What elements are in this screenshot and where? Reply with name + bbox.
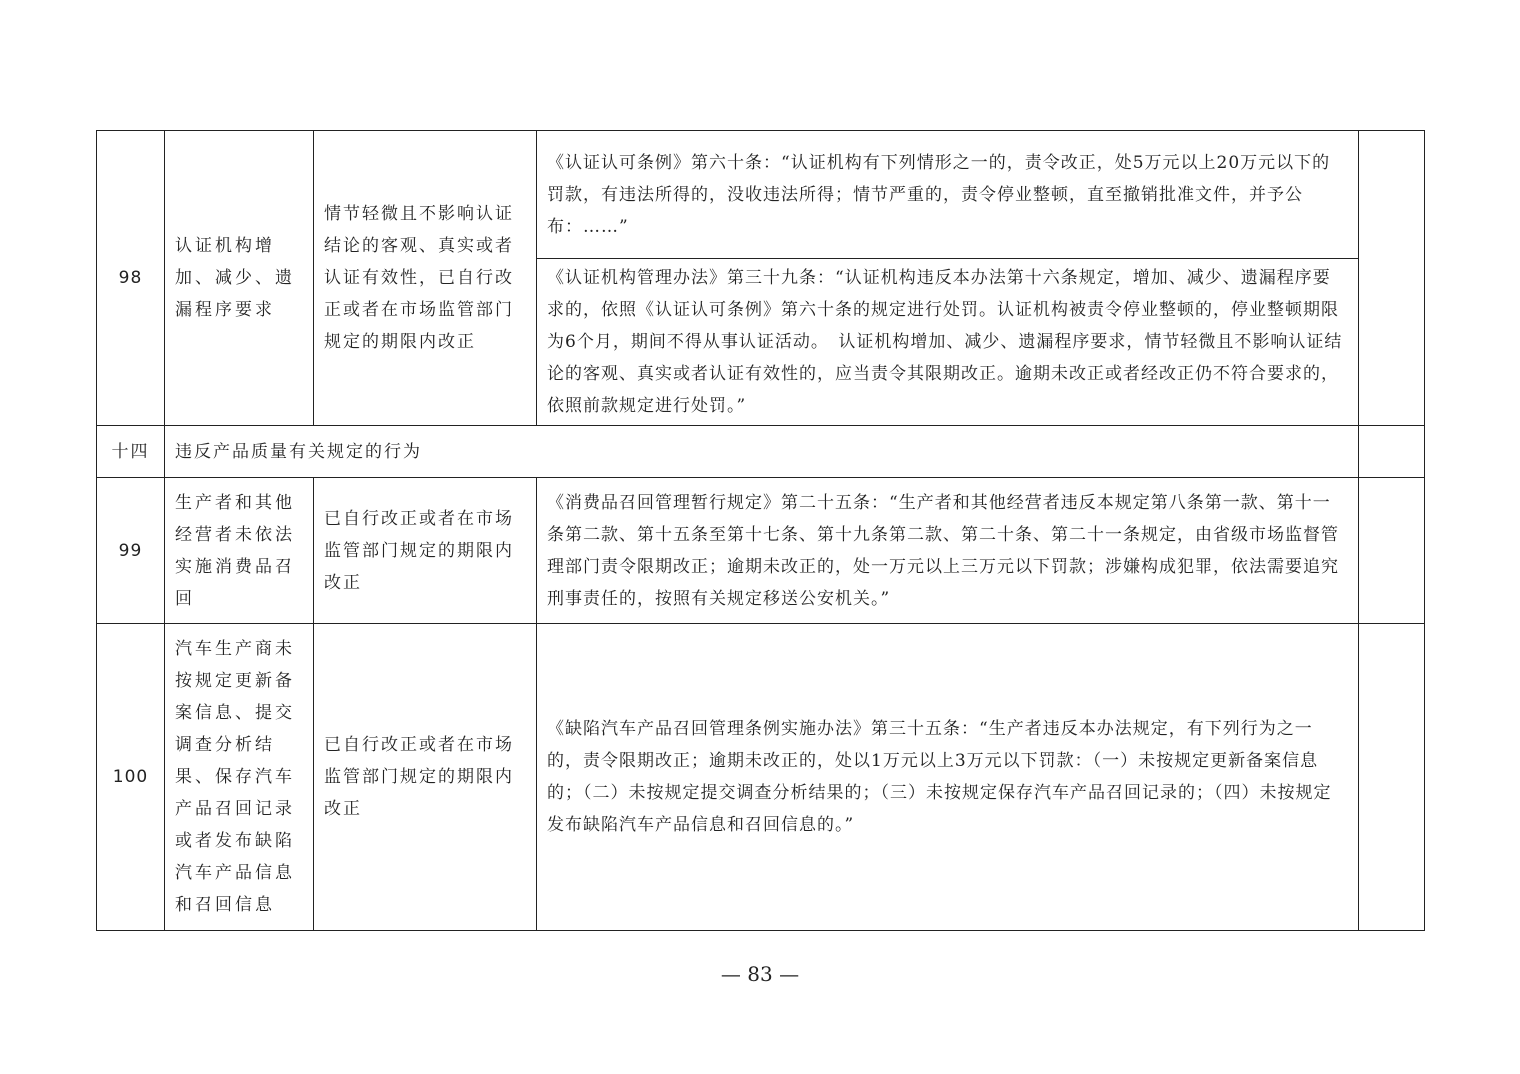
condition-text: 已自行改正或者在市场监管部门规定的期限内改正 — [324, 735, 514, 819]
penalty-table — [96, 130, 1425, 931]
remarks-cell — [1359, 426, 1425, 478]
row-number: 100 — [97, 624, 165, 931]
legal-basis-cell — [537, 259, 1359, 426]
table-row-100 — [97, 624, 1425, 931]
row-number: 99 — [97, 478, 165, 624]
violation-item-text: 认证机构增加、减少、遗漏程序要求 — [175, 236, 295, 320]
violation-item-cell — [165, 131, 314, 426]
table-row-99 — [97, 478, 1425, 624]
legal-basis-text: 《认证认可条例》第六十条：“认证机构有下列情形之一的，责令改正，处5万元以上20万元以下的罚款，有违法所得的，没收违法所得；情节严重的，责令停业整顿，直至撤销批准文件，并予公布：……” — [547, 152, 1331, 237]
condition-cell — [314, 478, 537, 624]
legal-basis-text: 《认证机构管理办法》第三十九条：“认证机构违反本办法第十六条规定，增加、减少、遗漏程序要求的，依照《认证认可条例》第六十条的规定进行处罚。认证机构被责令停业整顿的，停业整顿期限为6个月，期间不得从事认证活动。 认证机构增加、减少、遗漏程序要求，情节轻微且不影响认证结论的客观、真实或者认证有效性的，应当责令其限期改正。逾期未改正或者经改正仍不符合要求的，依照前款规定进行处罚。” — [547, 268, 1343, 416]
remarks-cell — [1359, 624, 1425, 931]
violation-item-cell — [165, 624, 314, 931]
legal-basis-cell — [537, 131, 1359, 259]
row-number: 98 — [97, 131, 165, 426]
page-number: — 83 — — [720, 962, 800, 986]
section-title-cell — [165, 426, 1359, 478]
violation-item-cell — [165, 478, 314, 624]
table-row-98 — [97, 131, 1425, 259]
violation-item-text: 生产者和其他经营者未依法实施消费品召回 — [175, 492, 295, 609]
condition-text: 情节轻微且不影响认证结论的客观、真实或者认证有效性，已自行改正或者在市场监管部门规定的期限内改正 — [324, 204, 514, 352]
section-row-14 — [97, 426, 1425, 478]
violation-item-text: 汽车生产商未按规定更新备案信息、提交调查分析结果、保存汽车产品召回记录或者发布缺陷汽车产品信息和召回信息 — [175, 639, 295, 915]
condition-cell — [314, 131, 537, 426]
legal-basis-text: 《缺陷汽车产品召回管理条例实施办法》第三十五条：“生产者违反本办法规定，有下列行为之一的，责令限期改正；逾期未改正的，处以1万元以上3万元以下罚款：（一）未按规定更新备案信息的；（二）未按规定提交调查分析结果的；（三）未按规定保存汽车产品召回记录的；（四）未按规定发布缺陷汽车产品信息和召回信息的。” — [547, 719, 1332, 835]
legal-basis-cell — [537, 624, 1359, 931]
legal-basis-cell — [537, 478, 1359, 624]
condition-cell — [314, 624, 537, 931]
remarks-cell — [1359, 131, 1425, 426]
section-number: 十四 — [97, 426, 165, 478]
condition-text: 已自行改正或者在市场监管部门规定的期限内改正 — [324, 508, 514, 593]
legal-basis-text: 《消费品召回管理暂行规定》第二十五条：“生产者和其他经营者违反本规定第八条第一款、第十一条第二款、第十五条至第十七条、第十九条第二款、第二十条、第二十一条规定，由省级市场监督管理部门责令限期改正；逾期未改正的，处一万元以上三万元以下罚款；涉嫌构成犯罪，依法需要追究刑事责任的，按照有关规定移送公安机关。” — [547, 492, 1339, 609]
remarks-cell — [1359, 478, 1425, 624]
section-title: 违反产品质量有关规定的行为 — [175, 441, 422, 462]
